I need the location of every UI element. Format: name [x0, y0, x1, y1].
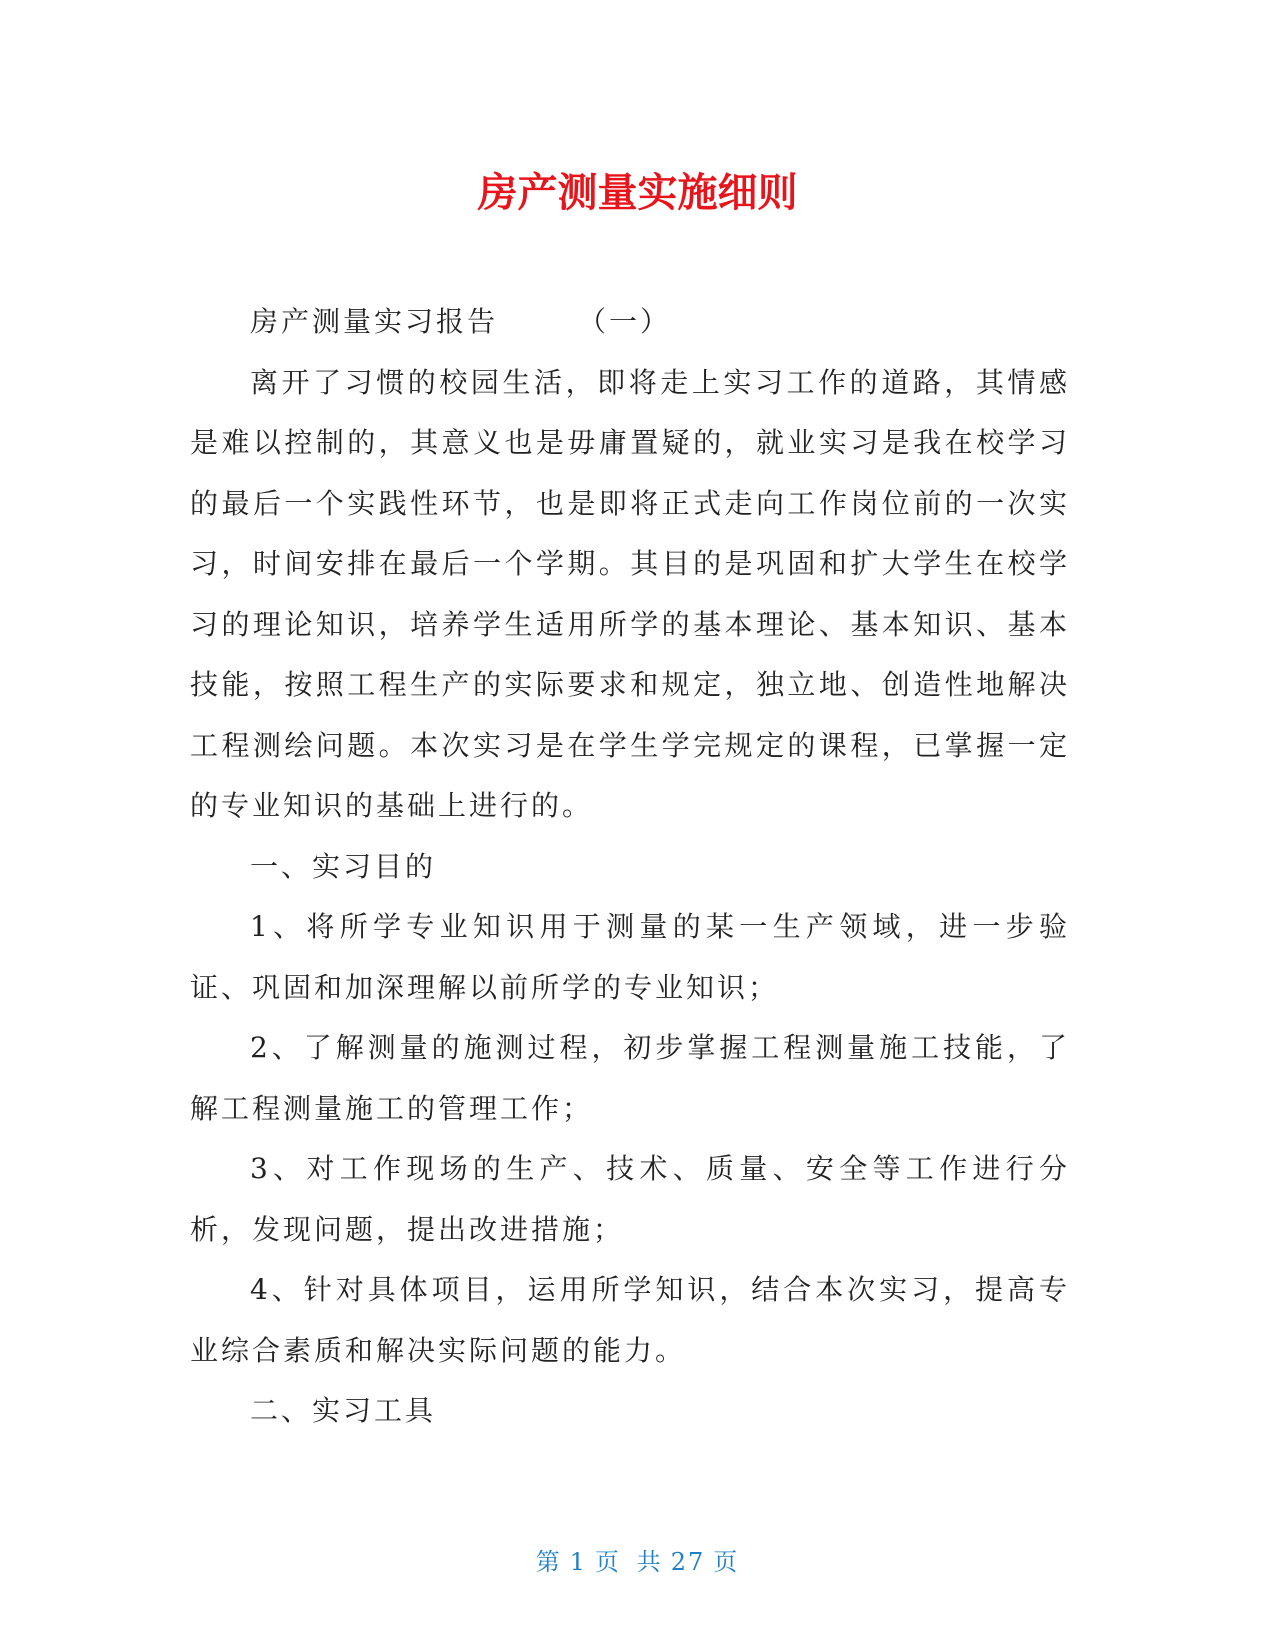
subtitle-text: 房产测量实习报告 [250, 305, 499, 338]
footer-current-page: 1 [569, 1548, 588, 1576]
footer-suffix: 页 [713, 1548, 740, 1576]
list-item-purpose-3: 3、对工作现场的生产、技术、质量、安全等工作进行分析，发现问题，提出改进措施； [190, 1152, 1070, 1246]
report-subtitle [190, 292, 1070, 353]
footer-prefix: 第 [535, 1548, 562, 1576]
page-footer [0, 1545, 1275, 1579]
document-title: 房产测量实施细则 [477, 170, 798, 216]
section-heading-tools: 二、实习工具 [250, 1394, 437, 1427]
section-heading-purpose: 一、实习目的 [250, 849, 437, 883]
document-body [190, 292, 1070, 1442]
paragraph-intro: 离开了习惯的校园生活，即将走上实习工作的道路，其情感是难以控制的，其意义也是毋庸置疑的，就业实习是我在校学习的最后一个实践性环节，也是即将正式走向工作岗位前的一次实习，时间安排在最后一个学期。其目的是巩固和扩大学生在校学习的理论知识，培养学生适用所学的基本理论、基本知识、基本技能，按照工程生产的实际要求和规定，独立地、创造性地解决工程测绘问题。本次实习是在学生学完规定的课程，已掌握一定的专业知识的基础上进行的。 [190, 365, 1070, 822]
footer-middle: 页 共 [595, 1548, 663, 1576]
footer-total-pages: 27 [670, 1548, 706, 1576]
list-item-purpose-4: 4、针对具体项目，运用所学知识，结合本次实习，提高专业综合素质和解决实际问题的能力。 [190, 1273, 1070, 1367]
list-item-purpose-1: 1、将所学专业知识用于测量的某一生产领域，进一步验证、巩固和加深理解以前所学的专业知识； [190, 910, 1070, 1004]
list-item-purpose-2: 2、了解测量的施测过程，初步掌握工程测量施工技能，了解工程测量施工的管理工作； [190, 1031, 1070, 1125]
subtitle-number: （一） [578, 305, 672, 338]
